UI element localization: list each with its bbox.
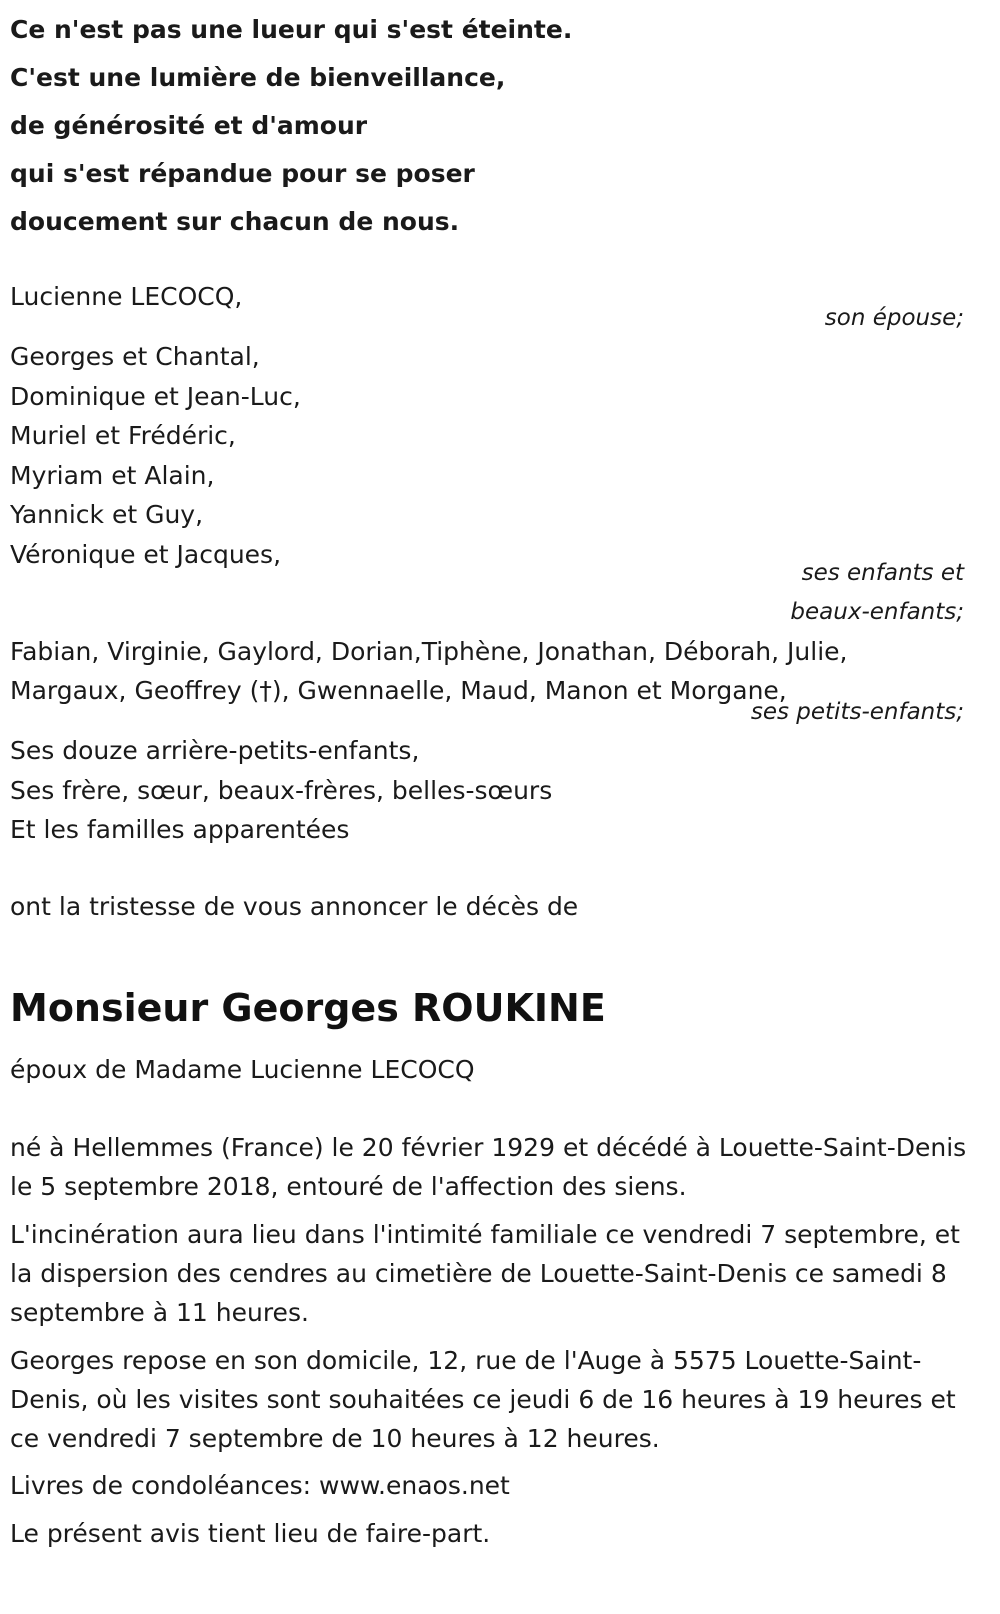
poem-line: de générosité et d'amour (10, 111, 368, 140)
poem-line: doucement sur chacun de nous. (10, 207, 460, 236)
children-relation-line2: beaux-enfants; (790, 599, 964, 625)
child-couple: Dominique et Jean-Luc, (10, 381, 301, 411)
children-list (10, 337, 301, 574)
other-family-list (10, 731, 552, 850)
family-line: Ses frère, sœur, beaux-frères, belles-sœurs (10, 775, 553, 805)
visits-paragraph: Georges repose en son domicile, 12, rue de l'Auge à 5575 Louette-Saint-Denis, où les visites sont souhaitées ce jeudi 6 de 16 heures à 19 heures et ce vendredi 7 septembre de 10 heures à 12 heures. (10, 1346, 956, 1453)
child-couple: Georges et Chantal, (10, 342, 260, 371)
grandchildren-line2: Margaux, Geoffrey (†), Gwennaelle, Maud, Manon et Morgane, (10, 676, 787, 705)
child-couple: Véronique et Jacques, (10, 539, 282, 569)
grandchildren-line1: Fabian, Virginie, Gaylord, Dorian,Tiphène, Jonathan, Déborah, Julie, (10, 637, 848, 666)
child-couple: Muriel et Frédéric, (10, 421, 236, 450)
notice-line: Le présent avis tient lieu de faire-part. (10, 1519, 491, 1548)
poem-line: Ce n'est pas une lueur qui s'est éteinte. (10, 15, 573, 44)
spouse-of-text: époux de Madame Lucienne LECOCQ (10, 1055, 475, 1084)
family-line: Et les familles apparentées (10, 815, 350, 844)
announcement-text: ont la tristesse de vous annoncer le décès de (10, 892, 579, 921)
deceased-name: Monsieur Georges ROUKINE (10, 986, 606, 1030)
family-line: Ses douze arrière-petits-enfants, (10, 736, 420, 765)
spouse-relation: son épouse; (824, 305, 964, 331)
poem (10, 6, 572, 246)
child-couple: Yannick et Guy, (10, 500, 204, 529)
birth-death-paragraph: né à Hellemmes (France) le 20 février 1929 et décédé à Louette-Saint-Denis le 5 septembre 2018, entouré de l'affection des siens. (10, 1133, 967, 1201)
poem-line: qui s'est répandue pour se poser (10, 159, 475, 188)
condolences-line: Livres de condoléances: www.enaos.net (10, 1471, 510, 1500)
cremation-paragraph: L'incinération aura lieu dans l'intimité familiale ce vendredi 7 septembre, et la dispersion des cendres au cimetière de Louette-Saint-Denis ce samedi 8 septembre à 11 heures. (10, 1220, 960, 1327)
poem-line: C'est une lumière de bienveillance, (10, 63, 506, 92)
child-couple: Myriam et Alain, (10, 460, 215, 490)
spouse-name: Lucienne LECOCQ, (10, 282, 243, 311)
children-relation-line1: ses enfants et (801, 560, 964, 586)
grandchildren-relation: ses petits-enfants; (750, 699, 964, 725)
